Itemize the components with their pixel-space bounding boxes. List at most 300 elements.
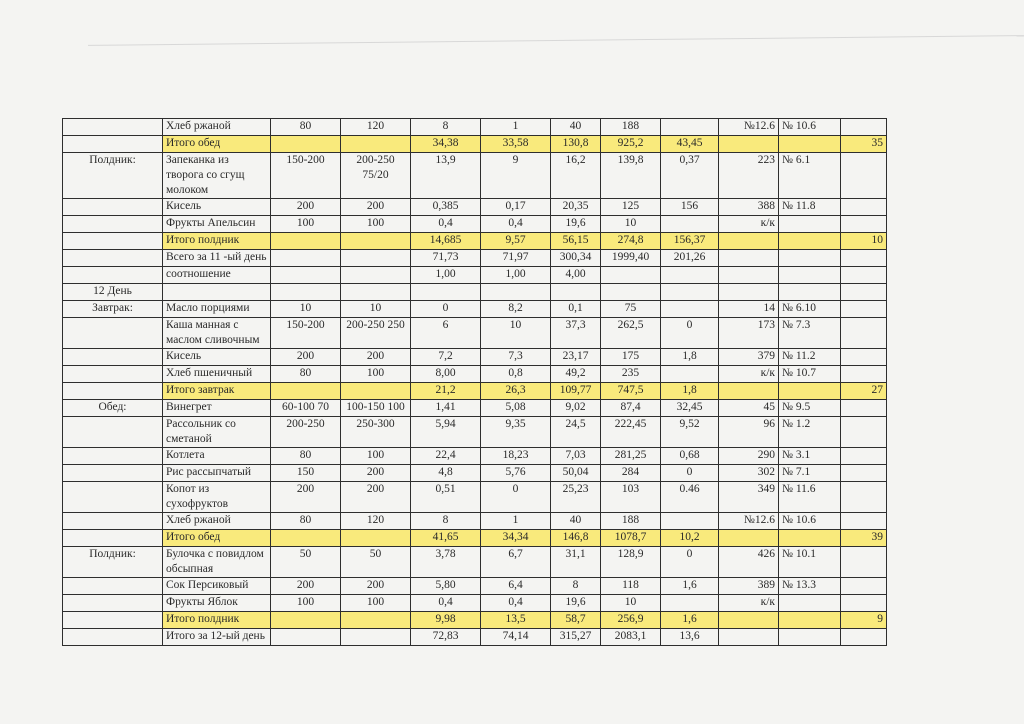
cost-cell [841,513,887,530]
recipe-number-cell: 426 [719,547,779,578]
carbs-cell: 37,3 [551,318,601,349]
protein-cell: 9,98 [411,612,481,629]
protein-cell: 4,8 [411,465,481,482]
carbs-cell: 109,77 [551,383,601,400]
dish-cell: Масло порциями [163,301,271,318]
carbs-cell: 130,8 [551,136,601,153]
carbs-cell: 49,2 [551,366,601,383]
portion-large-cell [341,267,411,284]
protein-cell: 14,685 [411,233,481,250]
cost-cell: 27 [841,383,887,400]
recipe-ref-cell: № 3.1 [779,448,841,465]
recipe-number-cell: 379 [719,349,779,366]
table-row [63,530,887,547]
portion-large-cell: 100 [341,216,411,233]
recipe-ref-cell: № 11.8 [779,199,841,216]
carbs-cell: 56,15 [551,233,601,250]
cost-cell [841,284,887,301]
meal-cell [63,578,163,595]
fat-cell: 5,76 [481,465,551,482]
energy-cell: 188 [601,119,661,136]
carbs-cell: 0,1 [551,301,601,318]
table-row [63,547,887,578]
portion-large-cell: 200 [341,465,411,482]
recipe-ref-cell [779,284,841,301]
dish-cell: Хлеб пшеничный [163,366,271,383]
cost-cell [841,595,887,612]
fat-cell: 1 [481,119,551,136]
portion-large-cell: 100-150 100 [341,400,411,417]
portion-large-cell [341,136,411,153]
protein-cell: 1,41 [411,400,481,417]
vitamin-cell [661,513,719,530]
recipe-number-cell: к/к [719,595,779,612]
portion-large-cell [341,612,411,629]
dish-cell: Запеканка из творога со сгущ молоком [163,153,271,199]
recipe-number-cell: к/к [719,216,779,233]
carbs-cell: 50,04 [551,465,601,482]
table-row [63,366,887,383]
portion-small-cell: 10 [271,301,341,318]
carbs-cell: 9,02 [551,400,601,417]
meal-cell [63,612,163,629]
dish-cell: Рис рассыпчатый [163,465,271,482]
meal-cell [63,448,163,465]
protein-cell: 0 [411,301,481,318]
energy-cell: 188 [601,513,661,530]
vitamin-cell: 0 [661,547,719,578]
vitamin-cell [661,267,719,284]
fat-cell: 1 [481,513,551,530]
energy-cell: 118 [601,578,661,595]
portion-small-cell [271,612,341,629]
portion-small-cell: 200 [271,578,341,595]
table-row [63,301,887,318]
portion-large-cell [341,250,411,267]
recipe-ref-cell: № 1.2 [779,417,841,448]
meal-cell [63,530,163,547]
dish-cell: Копот из сухофруктов [163,482,271,513]
meal-cell [63,119,163,136]
meal-cell [63,216,163,233]
portion-small-cell: 150-200 [271,318,341,349]
energy-cell: 747,5 [601,383,661,400]
recipe-ref-cell: № 10.7 [779,366,841,383]
portion-small-cell: 80 [271,366,341,383]
portion-small-cell [271,233,341,250]
recipe-number-cell: 14 [719,301,779,318]
protein-cell: 34,38 [411,136,481,153]
meal-cell [63,465,163,482]
carbs-cell: 24,5 [551,417,601,448]
portion-small-cell: 200 [271,199,341,216]
portion-large-cell: 120 [341,119,411,136]
recipe-ref-cell: № 6.1 [779,153,841,199]
meal-cell: Завтрак: [63,301,163,318]
energy-cell: 87,4 [601,400,661,417]
vitamin-cell: 9,52 [661,417,719,448]
carbs-cell: 23,17 [551,349,601,366]
cost-cell [841,318,887,349]
carbs-cell: 40 [551,119,601,136]
dish-cell: Фрукты Яблок [163,595,271,612]
recipe-ref-cell: № 7.1 [779,465,841,482]
carbs-cell: 19,6 [551,595,601,612]
portion-large-cell [341,629,411,646]
dish-cell: Всего за 11 -ый день [163,250,271,267]
energy-cell: 281,25 [601,448,661,465]
meal-cell [63,136,163,153]
cost-cell [841,199,887,216]
carbs-cell: 146,8 [551,530,601,547]
table-row [63,250,887,267]
vitamin-cell [661,216,719,233]
vitamin-cell: 13,6 [661,629,719,646]
cost-cell [841,400,887,417]
portion-small-cell: 80 [271,448,341,465]
protein-cell: 7,2 [411,349,481,366]
portion-small-cell [271,530,341,547]
portion-small-cell [271,250,341,267]
vitamin-cell: 10,2 [661,530,719,547]
table-row [63,136,887,153]
portion-large-cell: 200-250 75/20 [341,153,411,199]
vitamin-cell: 43,45 [661,136,719,153]
energy-cell: 284 [601,465,661,482]
fat-cell: 0,4 [481,595,551,612]
protein-cell: 6 [411,318,481,349]
portion-large-cell: 200 [341,578,411,595]
vitamin-cell [661,301,719,318]
table-row [63,318,887,349]
fat-cell: 9 [481,153,551,199]
table-row [63,448,887,465]
protein-cell: 72,83 [411,629,481,646]
recipe-ref-cell: № 9.5 [779,400,841,417]
cost-cell [841,216,887,233]
fat-cell: 10 [481,318,551,349]
table-row [63,595,887,612]
portion-large-cell: 120 [341,513,411,530]
recipe-ref-cell: № 11.2 [779,349,841,366]
recipe-ref-cell: № 10.6 [779,513,841,530]
recipe-ref-cell: № 13.3 [779,578,841,595]
portion-small-cell [271,629,341,646]
energy-cell: 1078,7 [601,530,661,547]
table-row [63,199,887,216]
portion-large-cell [341,284,411,301]
portion-small-cell: 200 [271,349,341,366]
vitamin-cell: 0 [661,465,719,482]
table-row [63,153,887,199]
energy-cell: 75 [601,301,661,318]
carbs-cell: 8 [551,578,601,595]
protein-cell: 0,4 [411,216,481,233]
cost-cell [841,547,887,578]
meal-cell [63,349,163,366]
recipe-ref-cell [779,595,841,612]
energy-cell: 128,9 [601,547,661,578]
recipe-number-cell [719,612,779,629]
carbs-cell: 25,23 [551,482,601,513]
cost-cell [841,448,887,465]
portion-small-cell [271,284,341,301]
protein-cell: 8,00 [411,366,481,383]
carbs-cell: 20,35 [551,199,601,216]
meal-cell: Полдник: [63,547,163,578]
fat-cell: 9,57 [481,233,551,250]
energy-cell: 274,8 [601,233,661,250]
portion-small-cell [271,383,341,400]
dish-cell: Хлеб ржаной [163,119,271,136]
cost-cell [841,629,887,646]
portion-large-cell: 10 [341,301,411,318]
menu-table-body [63,119,887,646]
vitamin-cell: 1,8 [661,383,719,400]
fat-cell: 34,34 [481,530,551,547]
cost-cell: 39 [841,530,887,547]
dish-cell [163,284,271,301]
dish-cell: Рассольник со сметаной [163,417,271,448]
portion-small-cell: 50 [271,547,341,578]
recipe-number-cell [719,383,779,400]
table-row [63,629,887,646]
vitamin-cell: 1,8 [661,349,719,366]
fat-cell: 0,8 [481,366,551,383]
portion-large-cell [341,233,411,250]
recipe-number-cell: №12.6 [719,513,779,530]
recipe-number-cell: 302 [719,465,779,482]
cost-cell [841,366,887,383]
vitamin-cell [661,366,719,383]
fat-cell: 26,3 [481,383,551,400]
cost-cell [841,482,887,513]
dish-cell: Фрукты Апельсин [163,216,271,233]
meal-cell [63,366,163,383]
dish-cell: Итого полдник [163,233,271,250]
meal-cell [63,383,163,400]
dish-cell: Котлета [163,448,271,465]
protein-cell: 0,385 [411,199,481,216]
fat-cell: 6,4 [481,578,551,595]
fat-cell: 7,3 [481,349,551,366]
recipe-number-cell: 290 [719,448,779,465]
energy-cell: 103 [601,482,661,513]
cost-cell [841,250,887,267]
fat-cell: 6,7 [481,547,551,578]
dish-cell: Итого завтрак [163,383,271,400]
energy-cell: 139,8 [601,153,661,199]
energy-cell: 925,2 [601,136,661,153]
energy-cell: 1999,40 [601,250,661,267]
cost-cell [841,153,887,199]
fat-cell: 74,14 [481,629,551,646]
portion-small-cell: 100 [271,595,341,612]
meal-cell [63,318,163,349]
recipe-number-cell [719,629,779,646]
energy-cell: 256,9 [601,612,661,629]
fat-cell: 0,4 [481,216,551,233]
menu-table [62,118,887,646]
portion-small-cell: 60-100 70 [271,400,341,417]
portion-small-cell: 80 [271,119,341,136]
portion-large-cell: 100 [341,448,411,465]
meal-cell: 12 День [63,284,163,301]
portion-large-cell [341,530,411,547]
portion-large-cell: 100 [341,366,411,383]
dish-cell: Кисель [163,199,271,216]
carbs-cell: 19,6 [551,216,601,233]
recipe-number-cell: 388 [719,199,779,216]
meal-cell [63,250,163,267]
vitamin-cell: 0 [661,318,719,349]
table-row [63,400,887,417]
dish-cell: Каша манная с маслом сливочным [163,318,271,349]
protein-cell: 1,00 [411,267,481,284]
protein-cell: 3,78 [411,547,481,578]
meal-cell: Полдник: [63,153,163,199]
protein-cell: 41,65 [411,530,481,547]
protein-cell: 71,73 [411,250,481,267]
recipe-number-cell: 173 [719,318,779,349]
recipe-number-cell: 96 [719,417,779,448]
cost-cell [841,578,887,595]
vitamin-cell: 32,45 [661,400,719,417]
recipe-ref-cell [779,136,841,153]
recipe-number-cell [719,530,779,547]
vitamin-cell: 201,26 [661,250,719,267]
recipe-ref-cell: № 10.6 [779,119,841,136]
portion-large-cell [341,383,411,400]
vitamin-cell: 156,37 [661,233,719,250]
recipe-ref-cell [779,612,841,629]
meal-cell [63,513,163,530]
protein-cell: 0,4 [411,595,481,612]
table-row [63,513,887,530]
fat-cell: 0 [481,482,551,513]
dish-cell: Итого за 12-ый день [163,629,271,646]
fat-cell: 18,23 [481,448,551,465]
energy-cell [601,284,661,301]
meal-cell [63,267,163,284]
vitamin-cell [661,119,719,136]
portion-small-cell: 150 [271,465,341,482]
portion-large-cell: 200 [341,349,411,366]
recipe-number-cell [719,267,779,284]
dish-cell: Кисель [163,349,271,366]
vitamin-cell [661,595,719,612]
recipe-ref-cell: № 10.1 [779,547,841,578]
recipe-number-cell [719,136,779,153]
protein-cell: 13,9 [411,153,481,199]
carbs-cell [551,284,601,301]
vitamin-cell: 156 [661,199,719,216]
meal-cell [63,199,163,216]
table-row [63,417,887,448]
carbs-cell: 40 [551,513,601,530]
fat-cell: 71,97 [481,250,551,267]
cost-cell: 9 [841,612,887,629]
protein-cell: 5,94 [411,417,481,448]
protein-cell: 0,51 [411,482,481,513]
recipe-ref-cell: № 7.3 [779,318,841,349]
fat-cell: 5,08 [481,400,551,417]
meal-cell [63,417,163,448]
protein-cell: 5,80 [411,578,481,595]
cost-cell: 10 [841,233,887,250]
carbs-cell: 300,34 [551,250,601,267]
meal-cell [63,482,163,513]
table-row [63,383,887,400]
recipe-ref-cell [779,216,841,233]
recipe-number-cell: к/к [719,366,779,383]
energy-cell: 10 [601,595,661,612]
carbs-cell: 315,27 [551,629,601,646]
dish-cell: Итого полдник [163,612,271,629]
recipe-number-cell: 45 [719,400,779,417]
menu-table-wrapper [62,118,887,646]
table-row [63,349,887,366]
energy-cell: 125 [601,199,661,216]
table-row [63,284,887,301]
protein-cell: 8 [411,119,481,136]
portion-small-cell: 200-250 [271,417,341,448]
meal-cell [63,233,163,250]
protein-cell: 21,2 [411,383,481,400]
recipe-ref-cell [779,530,841,547]
dish-cell: Хлеб ржаной [163,513,271,530]
recipe-ref-cell [779,383,841,400]
dish-cell: соотношение [163,267,271,284]
energy-cell [601,267,661,284]
carbs-cell: 31,1 [551,547,601,578]
portion-small-cell [271,136,341,153]
recipe-number-cell: 223 [719,153,779,199]
vitamin-cell: 0,37 [661,153,719,199]
protein-cell [411,284,481,301]
portion-small-cell: 80 [271,513,341,530]
cost-cell [841,465,887,482]
energy-cell: 2083,1 [601,629,661,646]
meal-cell: Обед: [63,400,163,417]
protein-cell: 22,4 [411,448,481,465]
table-row [63,267,887,284]
table-row [63,216,887,233]
carbs-cell: 58,7 [551,612,601,629]
cost-cell: 35 [841,136,887,153]
meal-cell [63,595,163,612]
dish-cell: Сок Персиковый [163,578,271,595]
table-row [63,233,887,250]
cost-cell [841,119,887,136]
energy-cell: 175 [601,349,661,366]
recipe-number-cell: №12.6 [719,119,779,136]
vitamin-cell: 1,6 [661,612,719,629]
recipe-ref-cell [779,267,841,284]
cost-cell [841,349,887,366]
portion-small-cell: 100 [271,216,341,233]
recipe-number-cell [719,250,779,267]
vitamin-cell: 0,68 [661,448,719,465]
carbs-cell: 7,03 [551,448,601,465]
portion-large-cell: 200 [341,482,411,513]
table-row [63,119,887,136]
table-row [63,482,887,513]
portion-small-cell: 150-200 [271,153,341,199]
recipe-number-cell [719,233,779,250]
cost-cell [841,267,887,284]
portion-small-cell: 200 [271,482,341,513]
